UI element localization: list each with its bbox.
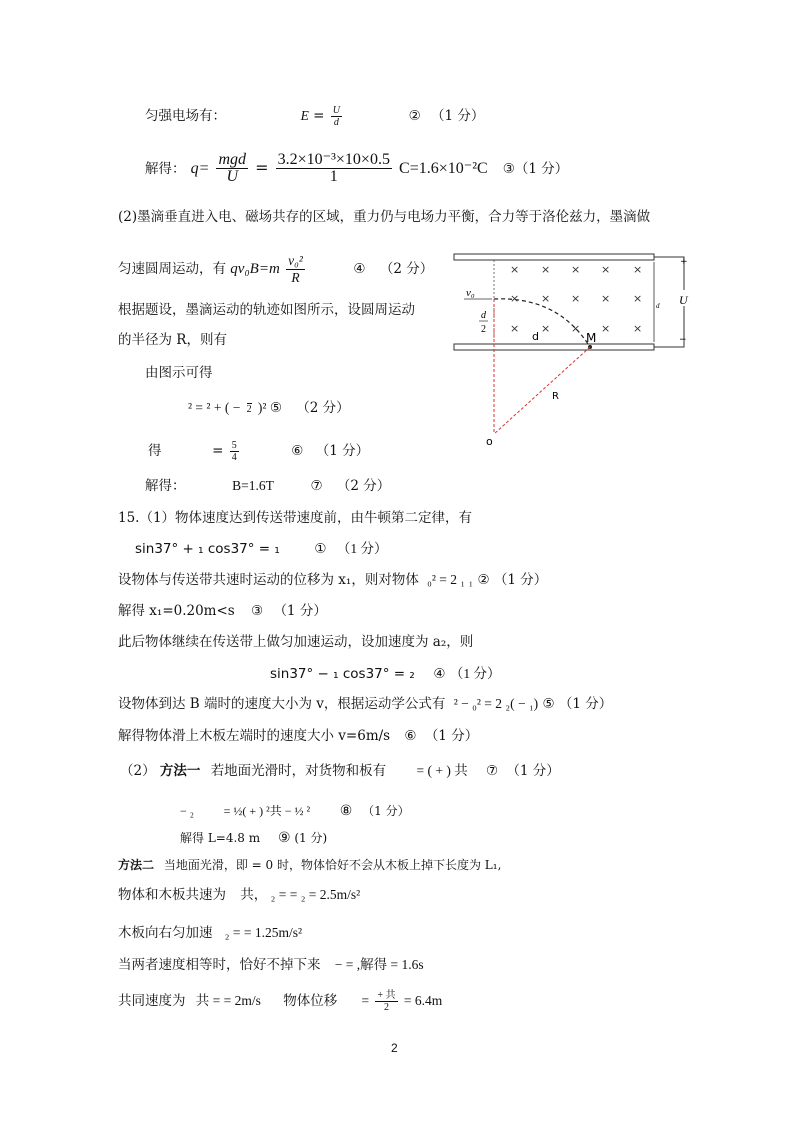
fraction-mgd-over-u: $\frac{\text{mgd}}{U}$ bbox=[218, 151, 247, 185]
field-mark: × bbox=[601, 263, 611, 276]
fraction-numeric: $\frac{\text{3.2×10⁻³×10×0.5}}{1}$ bbox=[277, 151, 390, 185]
method-two-displacement: 共同速度为 共 = = 2m/s 物体位移 = $\frac{\text{+ 共}}{2}$ = 6.4m bbox=[118, 990, 443, 1013]
half-d-den: 2 bbox=[481, 324, 486, 335]
method-two-time: 当两者速度相等时，恰好不掉下来 − = ,解得 = 1.6s bbox=[118, 957, 424, 973]
equation-newton-1: sin37° + ₁ cos37° = ₁ ① （1 分） bbox=[135, 541, 388, 557]
paragraph-trajectory: 根据题设，墨滴运动的轨迹如图所示，设圆周运动 bbox=[118, 302, 415, 318]
d-side-label: d bbox=[656, 302, 660, 310]
method-two-acceleration-board: 木板向右匀加速 ₂ = = 1.25m/s² bbox=[118, 925, 303, 941]
fraction-average-velocity: $\frac{\text{+ 共}}{2}$ bbox=[377, 990, 396, 1013]
magnetic-field-marks bbox=[510, 263, 642, 335]
field-mark: × bbox=[541, 263, 551, 276]
equation-displacement: 设物体与传送带共速时运动的位移为 x₁，则对物体 ₀² = 2 ₁ ₁ ② （1 分） bbox=[118, 572, 548, 588]
fraction-five-fourths: $\frac{5}{4}$ bbox=[231, 440, 237, 463]
m-label: M bbox=[586, 331, 597, 345]
method-one-result: 解得 L=4.8 m ⑨ (1 分) bbox=[180, 830, 328, 846]
equation-lorentz: 匀速圆周运动，有 qv₀B=m $\frac{\text{v₀²}}{R}$ ④ （2 分） bbox=[118, 253, 434, 285]
equation-b-result: 解得： B=1.6T ⑦ （2 分） bbox=[145, 478, 391, 494]
equation-v-result: 解得物体滑上木板左端时的速度大小 v=6m/s ⑥ （1 分） bbox=[118, 728, 479, 744]
d-label: d bbox=[532, 330, 539, 343]
top-plate bbox=[454, 254, 654, 260]
field-mark: × bbox=[633, 292, 643, 305]
fraction-v0sq-over-r: $\frac{\text{v₀²}}{R}$ bbox=[288, 253, 303, 285]
equation-uniform-field: 匀强电场有： E = $\frac{U}{d}$ ② （1 分） bbox=[145, 105, 485, 128]
radius-to-m bbox=[494, 347, 590, 434]
field-mark: × bbox=[541, 322, 551, 335]
field-mark: × bbox=[571, 292, 581, 305]
field-mark: × bbox=[633, 263, 643, 276]
field-mark: × bbox=[601, 292, 611, 305]
equation-radius-result: 得 = $\frac{5}{4}$ ⑥ （1 分） bbox=[148, 440, 370, 463]
equation-kinematics: 设物体到达 B 端时的速度大小为 v，根据运动学公式有 ² − ₀² = 2 ₂( − ₁) ⑤ （1 分） bbox=[118, 696, 613, 712]
equation-newton-2: sin37° − ₁ cos37° = ₂ ④ （1 分） bbox=[270, 666, 501, 682]
method-two-intro: 方法二 当地面光滑，即 = 0 时，物体恰好不会从木板上掉下长度为 L₁, bbox=[118, 858, 502, 872]
r-label: R bbox=[552, 391, 559, 402]
field-mark: × bbox=[510, 292, 520, 305]
field-mark: × bbox=[571, 322, 581, 335]
equation-x1-result: 解得 x₁=0.20m<s ③ （1 分） bbox=[118, 603, 327, 619]
paragraph-part2-intro: (2)墨滴垂直进入电、磁场共存的区域，重力仍与电场力平衡，合力等于洛伦兹力，墨滴做 bbox=[118, 209, 651, 225]
o-label: o bbox=[486, 435, 493, 448]
bottom-plate bbox=[454, 344, 654, 350]
method-one-momentum: （2） 方法一 若地面光滑时，对货物和板有 = ( + ) 共 ⑦ （1 分） bbox=[120, 763, 560, 779]
field-mark: × bbox=[601, 322, 611, 335]
fraction-half: 2 bbox=[246, 403, 252, 415]
field-mark: × bbox=[510, 263, 520, 276]
field-mark: × bbox=[633, 322, 643, 335]
paragraph-radius: 的半径为 R，则有 bbox=[118, 332, 227, 348]
paragraph-from-figure: 由图示可得 bbox=[145, 365, 213, 381]
method-two-acceleration-object: 物体和木板共速为 共， ₂ = = ₂ = 2.5m/s² bbox=[118, 887, 361, 903]
voltage-label: U bbox=[679, 293, 688, 307]
field-mark: × bbox=[541, 292, 551, 305]
page-number: 2 bbox=[391, 1041, 398, 1055]
equation-solve-q: 解得： q= $\frac{\text{mgd}}{U}$ = $\frac{\text{3.2×10⁻³×10×0.5}}{1}$ C=1.6×10⁻²C ③（1 分） bbox=[145, 151, 569, 185]
plus-label: + bbox=[680, 257, 688, 267]
field-diagram-svg bbox=[448, 248, 698, 453]
minus-label: − bbox=[679, 335, 687, 345]
question-15-part1: 15.（1）物体速度达到传送带速度前，由牛顿第二定律，有 bbox=[118, 510, 473, 526]
paragraph-second-acceleration: 此后物体继续在传送带上做匀加速运动，设加速度为 a₂，则 bbox=[118, 634, 474, 650]
v0-label: v₀ bbox=[466, 287, 475, 299]
half-d-num: d bbox=[481, 310, 486, 321]
field-diagram bbox=[448, 248, 698, 453]
fraction-u-over-d: $\frac{U}{d}$ bbox=[332, 105, 340, 128]
field-mark: × bbox=[571, 263, 581, 276]
method-one-energy: − ₂ = ½( + ) ²共 − ½ ² ⑧ （1 分） bbox=[180, 803, 410, 819]
field-mark: × bbox=[510, 322, 520, 335]
equation-geometry: ² = ² + ( − 2 )² ⑤ （2 分） bbox=[188, 400, 350, 416]
